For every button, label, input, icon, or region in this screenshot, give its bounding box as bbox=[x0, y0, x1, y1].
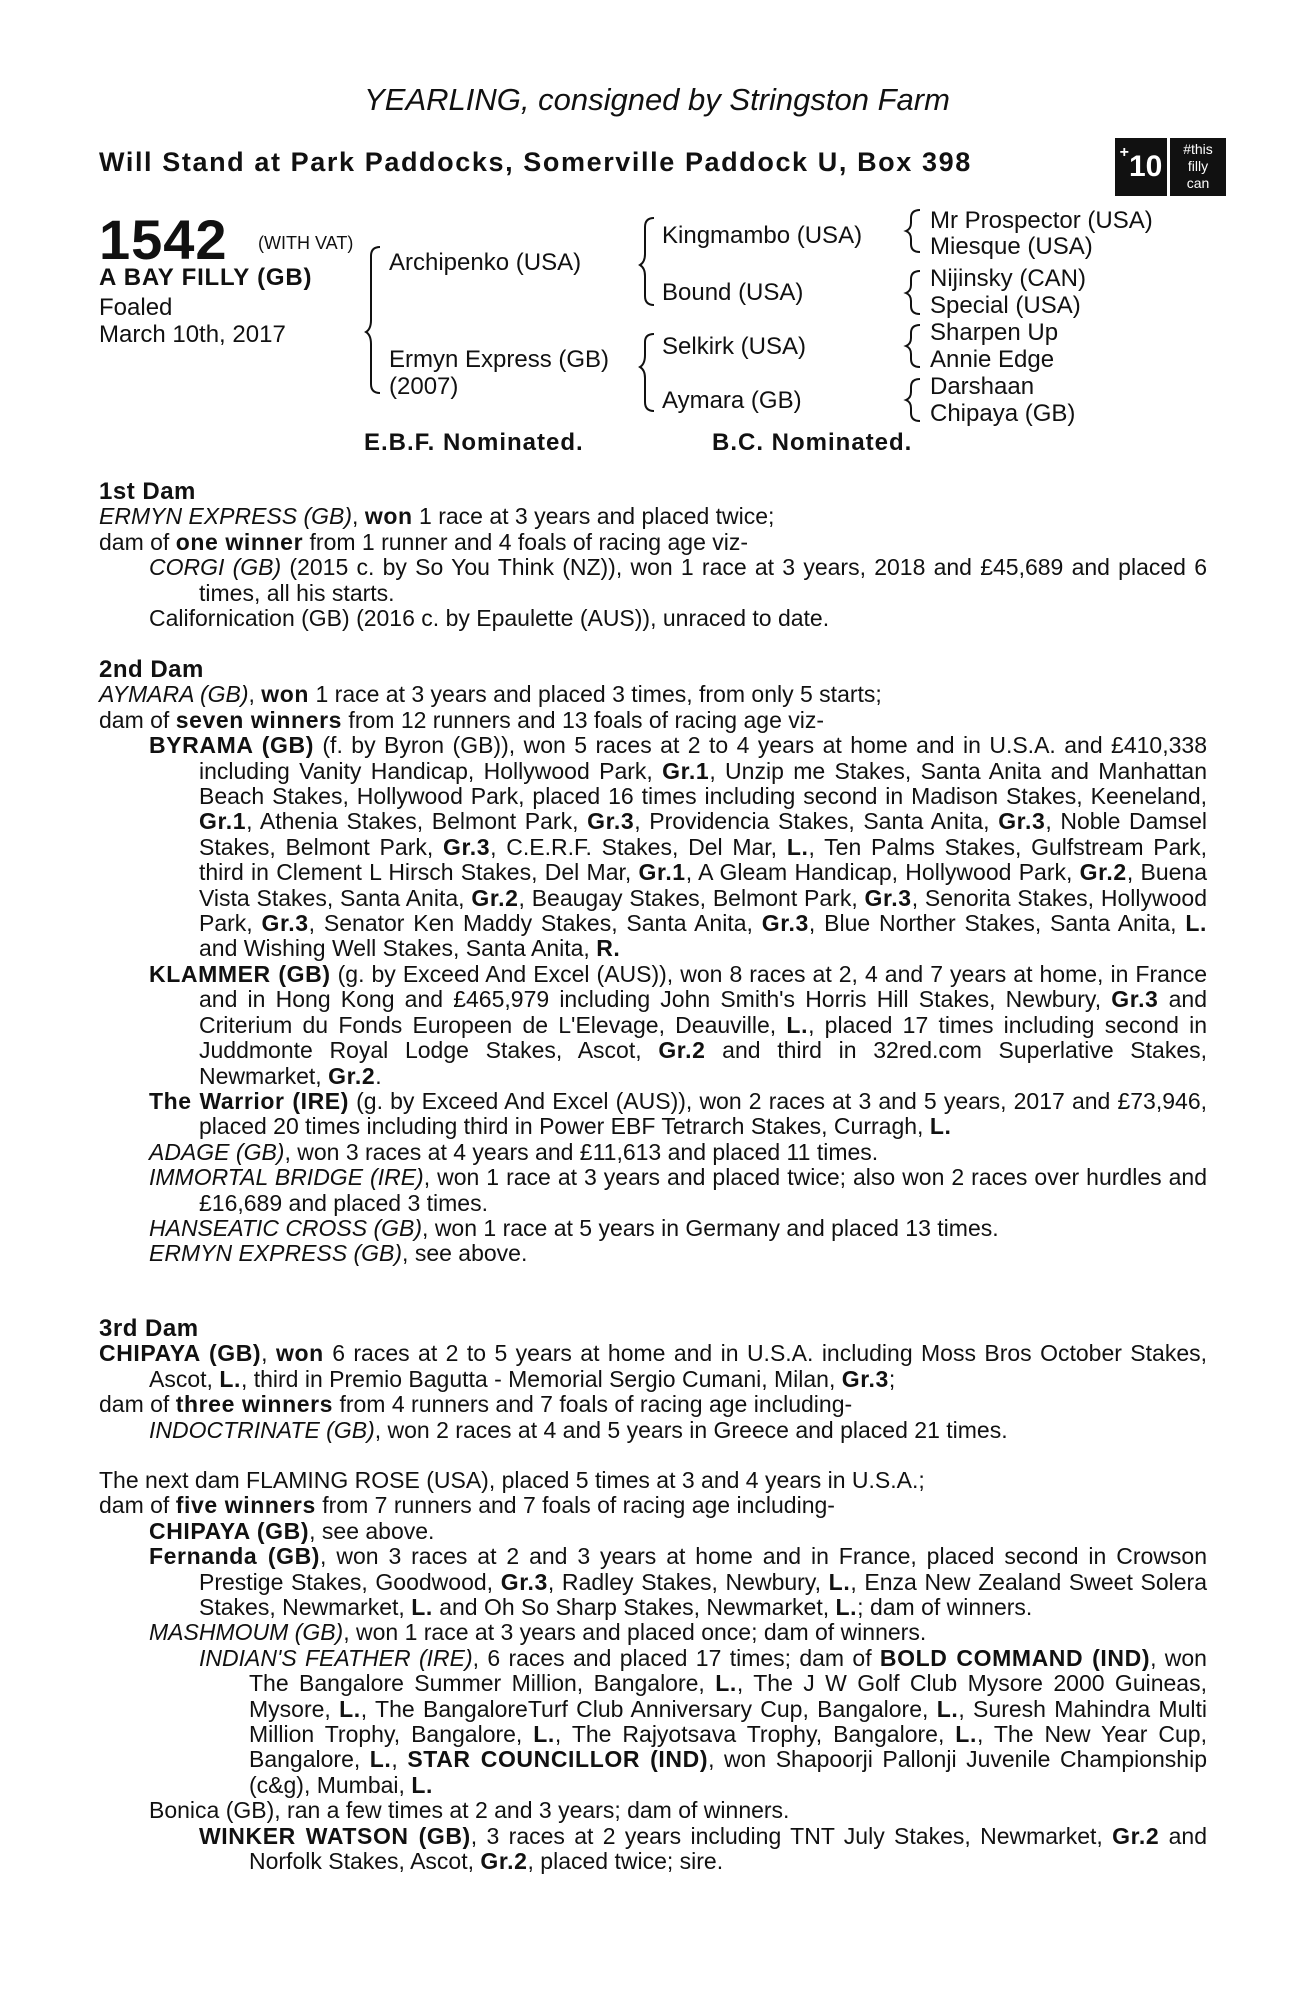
second-dam-section bbox=[99, 657, 1207, 1267]
foaled-info: Foaled March 10th, 2017 bbox=[99, 294, 286, 348]
first-dam-section bbox=[99, 479, 1207, 631]
produce-entry: Californication (GB) (2016 c. by Epaulette (AUS)), unraced to date. bbox=[149, 605, 830, 632]
produce-entry: INDOCTRINATE (GB), won 2 races at 4 and 5 years in Greece and placed 21 times. bbox=[149, 1416, 1008, 1443]
section-heading: 2nd Dam bbox=[99, 656, 204, 683]
produce-entry: CHIPAYA (GB), see above. bbox=[149, 1517, 435, 1544]
produce-line: dam of one winner from 1 runner and 4 foals of racing age viz- bbox=[99, 528, 749, 555]
pedigree-dsd: Annie Edge bbox=[930, 346, 1055, 373]
section-heading: 1st Dam bbox=[99, 478, 196, 505]
produce-entry-warrior: The Warrior (IRE) (g. by Exceed And Excel (AUS)), won 2 races at 3 and 5 years, 2017 and £73,946, placed 20 times including third in Power EBF Tetrarch Stakes, Curragh, L. bbox=[149, 1087, 1208, 1140]
this-filly-can-badge: #this filly can bbox=[1170, 138, 1226, 196]
pedigree-dam-sire: Selkirk (USA) bbox=[662, 333, 807, 360]
pedigree-dss: Sharpen Up bbox=[930, 319, 1059, 346]
third-dam-section bbox=[99, 1316, 1207, 1443]
produce-line: dam of five winners from 7 runners and 7 foals of racing age including- bbox=[99, 1492, 835, 1519]
section-heading: 3rd Dam bbox=[99, 1315, 199, 1342]
produce-line: dam of seven winners from 12 runners and 13 foals of racing age viz- bbox=[99, 706, 825, 733]
pedigree-ssd: Miesque (USA) bbox=[930, 233, 1093, 260]
pedigree-sdd: Special (USA) bbox=[930, 292, 1081, 319]
produce-entry: HANSEATIC CROSS (GB), won 1 race at 5 years in Germany and placed 13 times. bbox=[149, 1214, 999, 1241]
pedigree-sire-sire: Kingmambo (USA) bbox=[662, 222, 863, 249]
produce-entry-klammer: KLAMMER (GB) (g. by Exceed And Excel (AUS)), won 8 races at 2, 4 and 7 years at home, in France and in Hong Kong and £465,979 including John Smith's Horris Hill Stakes, Newbury, Gr.3 and Criterium du Fonds Europeen de L'Elevage, Deauville, L., placed 17 times including second in Juddmonte Royal Lodge Stakes, Ascot, Gr.2 and third in 32red.com Superlative Stakes, Newmarket, Gr.2. bbox=[149, 960, 1208, 1089]
produce-entry: Bonica (GB), ran a few times at 2 and 3 years; dam of winners. bbox=[149, 1797, 790, 1824]
bc-nomination: B.C. Nominated. bbox=[712, 429, 913, 456]
dam-line: AYMARA (GB), won 1 race at 3 years and placed 3 times, from only 5 starts; bbox=[99, 681, 882, 708]
produce-entry: CORGI (GB) (2015 c. by So You Think (NZ)), won 1 race at 3 years, 2018 and £45,689 and placed 6 times, all his starts. bbox=[149, 554, 1207, 606]
pedigree-sire: Archipenko (USA) bbox=[389, 249, 582, 276]
produce-entry: MASHMOUM (GB), won 1 race at 3 years and placed once; dam of winners. bbox=[149, 1619, 927, 1646]
produce-entry-winker-watson: WINKER WATSON (GB), 3 races at 2 years including TNT July Stakes, Newmarket, Gr.2 and Norfolk Stakes, Ascot, Gr.2, placed twice; sire. bbox=[199, 1822, 1207, 1875]
pedigree-sds: Nijinsky (CAN) bbox=[930, 265, 1086, 292]
pedigree-dam-year: (2007) bbox=[389, 373, 459, 400]
lot-number: 1542 bbox=[99, 208, 228, 271]
pedigree-ddd: Chipaya (GB) bbox=[930, 400, 1076, 427]
vat-note: (WITH VAT) bbox=[258, 233, 354, 253]
pedigree-dam-dam: Aymara (GB) bbox=[662, 387, 802, 414]
page-title: YEARLING, consigned by Stringston Farm bbox=[364, 82, 950, 117]
dam-line: CHIPAYA (GB), won 6 races at 2 to 5 years at home and in U.S.A. including Moss Bros October Stakes, Ascot, L., third in Premio Bagutta - Memorial Sergio Cumani, Milan, Gr.3; bbox=[99, 1340, 1208, 1392]
produce-line: dam of three winners from 4 runners and 7 foals of racing age including- bbox=[99, 1391, 853, 1418]
pedigree-dds: Darshaan bbox=[930, 373, 1035, 400]
stand-location: Will Stand at Park Paddocks, Somerville Paddock U, Box 398 bbox=[99, 147, 972, 177]
pedigree-dam: Ermyn Express (GB) bbox=[389, 346, 610, 373]
next-dam-section bbox=[99, 1468, 1207, 1875]
dam-line: The next dam FLAMING ROSE (USA), placed 5 times at 3 and 4 years in U.S.A.; bbox=[99, 1467, 925, 1493]
ebf-nomination: E.B.F. Nominated. bbox=[364, 429, 584, 456]
pedigree-sss: Mr Prospector (USA) bbox=[930, 207, 1153, 234]
produce-entry-indians-feather: INDIAN'S FEATHER (IRE), 6 races and placed 17 times; dam of BOLD COMMAND (IND), won The Bangalore Summer Million, Bangalore, L., The J W Golf Club Mysore 2000 Guineas, Mysore, L., The BangaloreTurf Club Anniversary Cup, Bangalore, L., Suresh Mahindra Multi Million Trophy, Bangalore, L., The Rajyotsava Trophy, Bangalore, L., The New Year Cup, Bangalore, L., STAR COUNCILLOR (IND), won Shapoorji Pallonji Juvenile Championship (c&g), Mumbai, L. bbox=[199, 1644, 1207, 1798]
plus-ten-badge: +10 bbox=[1115, 138, 1167, 196]
produce-entry: ADAGE (GB), won 3 races at 4 years and £11,613 and placed 11 times. bbox=[149, 1138, 879, 1165]
pedigree-sire-dam: Bound (USA) bbox=[662, 279, 804, 306]
produce-entry-byrama: BYRAMA (GB) (f. by Byron (GB)), won 5 races at 2 to 4 years at home and in U.S.A. and £410,338 including Vanity Handicap, Hollywood Park, Gr.1, Unzip me Stakes, Santa Anita and Manhattan Beach Stakes, Hollywood Park, placed 16 times including second in Madison Stakes, Keeneland, Gr.1, Athenia Stakes, Belmont Park, Gr.3, Providencia Stakes, Santa Anita, Gr.3, Noble Damsel Stakes, Belmont Park, Gr.3, C.E.R.F. Stakes, Del Mar, L., Ten Palms Stakes, Gulfstream Park, third in Clement L Hirsch Stakes, Del Mar, Gr.1, A Gleam Handicap, Hollywood Park, Gr.2, Buena Vista Stakes, Santa Anita, Gr.2, Beaugay Stakes, Belmont Park, Gr.3, Senorita Stakes, Hollywood Park, Gr.3, Senator Ken Maddy Stakes, Santa Anita, Gr.3, Blue Norther Stakes, Santa Anita, L. and Wishing Well Stakes, Santa Anita, R. bbox=[149, 732, 1207, 962]
produce-entry-fernanda: Fernanda (GB), won 3 races at 2 and 3 years at home and in France, placed second in Crowson Prestige Stakes, Goodwood, Gr.3, Radley Stakes, Newbury, L., Enza New Zealand Sweet Solera Stakes, Newmarket, L. and Oh So Sharp Stakes, Newmarket, L.; dam of winners. bbox=[149, 1543, 1207, 1621]
lot-description: A BAY FILLY (GB) bbox=[99, 264, 313, 291]
produce-entry: ERMYN EXPRESS (GB), see above. bbox=[149, 1240, 528, 1267]
produce-entry: IMMORTAL BRIDGE (IRE), won 1 race at 3 years and placed twice; also won 2 races over hurdles and £16,689 and placed 3 times. bbox=[149, 1164, 1207, 1216]
dam-line: ERMYN EXPRESS (GB), won 1 race at 3 years and placed twice; bbox=[99, 503, 775, 530]
